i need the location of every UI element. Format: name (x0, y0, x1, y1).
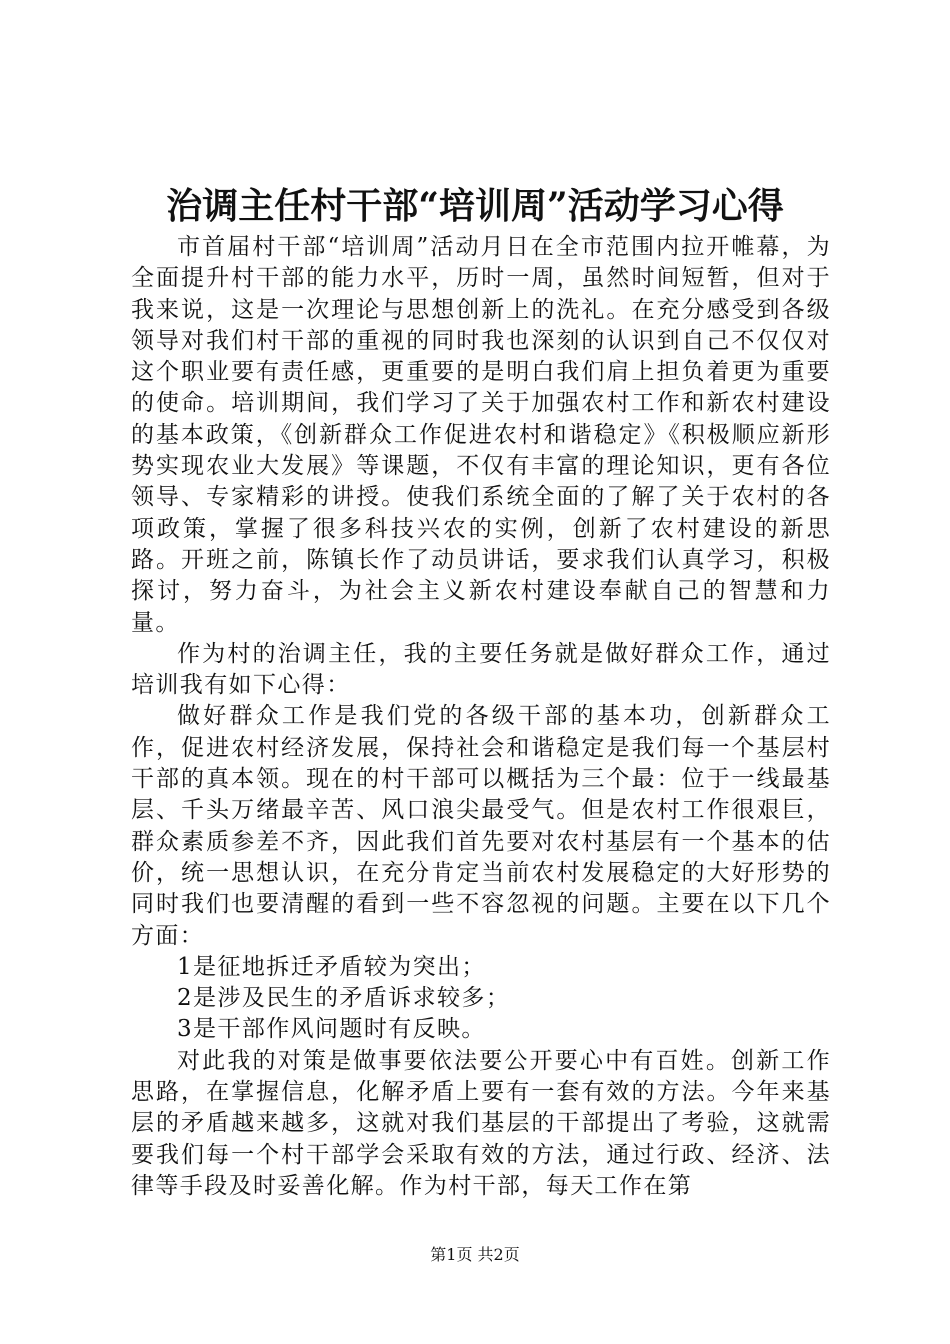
list-item: 1是征地拆迁矛盾较为突出； (177, 953, 486, 980)
paragraph: 作为村的治调主任，我的主要任务就是做好群众工作，通过培训我有如下心得： (131, 640, 831, 699)
paragraph: 对此我的对策是做事要依法要公开要心中有百姓。创新工作思路，在掌握信息，化解矛盾上要有一套有效的方法。今年来基层的矛盾越来越多，这就对我们基层的干部提出了考验，这就需要我们每一个村干部学会采取有效的方法，通过行政、经济、法律等手段及时妥善化解。作为村干部，每天工作在第 (131, 1047, 831, 1199)
list-item: 2是涉及民生的矛盾诉求较多； (177, 985, 511, 1012)
page-footer: 第1页 共2页 (430, 1245, 520, 1264)
document-body (131, 232, 831, 1202)
document-title: 治调主任村干部“培训周”活动学习心得 (166, 185, 784, 227)
paragraph: 市首届村干部“培训周”活动月日在全市范围内拉开帷幕，为全面提升村干部的能力水平，历时一周，虽然时间短暂，但对于我来说，这是一次理论与思想创新上的洗礼。在充分感受到各级领导对我们村干部的重视的同时我也深刻的认识到自己不仅仅对这个职业要有责任感，更重要的是明白我们肩上担负着更为重要的使命。培训期间，我们学习了关于加强农村工作和新农村建设的基本政策，《创新群众工作促进农村和谐稳定》《积极顺应新形势实现农业大发展》等课题，不仅有丰富的理论知识，更有各位领导、专家精彩的讲授。使我们系统全面的了解了关于农村的各项政策，掌握了很多科技兴农的实例，创新了农村建设的新思路。开班之前，陈镇长作了动员讲话，要求我们认真学习，积极探讨，努力奋斗，为社会主义新农村建设奉献自己的智慧和力量。 (131, 234, 831, 636)
paragraph: 做好群众工作是我们党的各级干部的基本功，创新群众工作，促进农村经济发展，保持社会和谐稳定是我们每一个基层村干部的真本领。现在的村干部可以概括为三个最：位于一线最基层、千头万绪最辛苦、风口浪尖最受气。但是农村工作很艰巨，群众素质参差不齐，因此我们首先要对农村基层有一个基本的估价，统一思想认识，在充分肯定当前农村发展稳定的大好形势的同时我们也要清醒的看到一些不容忽视的问题。主要在以下几个方面： (131, 703, 831, 949)
list-item: 3是干部作风问题时有反映。 (177, 1016, 486, 1043)
